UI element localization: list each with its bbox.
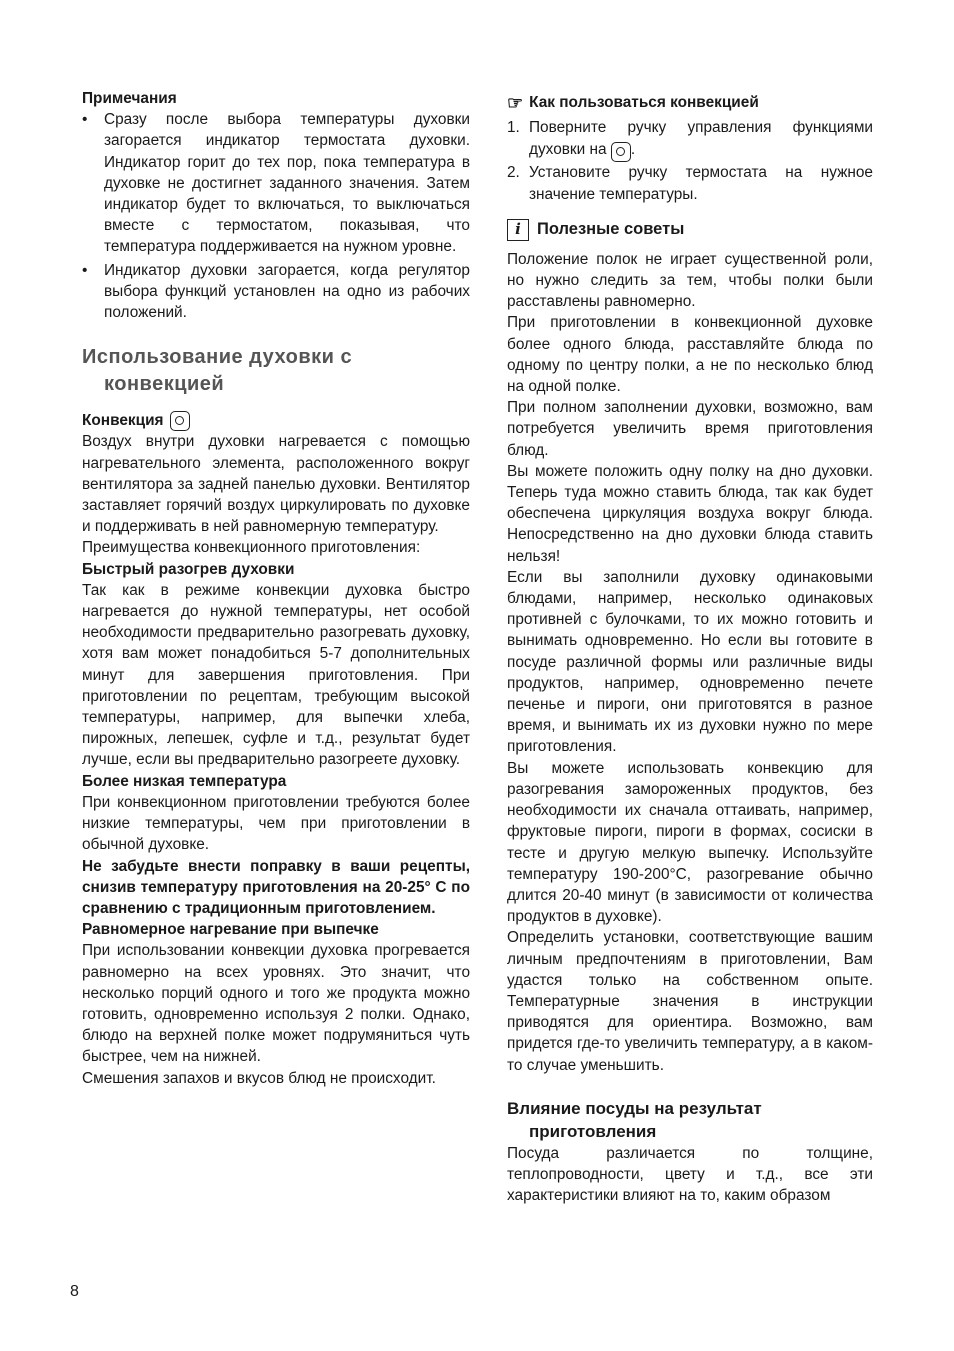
subheading-fast-preheat: Быстрый разогрев духовки [82, 560, 295, 578]
list-item: 1. Поверните ручку управления функциями духовки на . [507, 117, 873, 162]
paragraph: Посуда различается по толщине, теплопроводности, цвету и т.д., все эти характеристики влияют на то, каким образом [507, 1144, 873, 1205]
howto-heading: ☞ Как пользоваться конвекцией [507, 92, 759, 113]
paragraph: При полном заполнении духовки, возможно, вам потребуется увеличить время приготовления блюд. [507, 399, 873, 459]
steps-list [507, 117, 873, 205]
convection-heading: Конвекция [82, 410, 470, 431]
notes-heading: Примечания [82, 90, 177, 107]
emphasis-note: Не забудьте внести поправку в ваши рецепты, снизив температуру приготовления на 20-25° С по сравнению с традиционным приготовлением. [82, 857, 470, 917]
bullet: • [82, 261, 88, 279]
right-column [507, 92, 873, 1206]
section-title: Использование духовки с конвекцией [82, 346, 353, 396]
paragraph: Так как в режиме конвекции духовка быстро нагревается до нужной температуры, нет особой необходимости предварительно разогревать духовку, хотя вам может понадобиться 5-7 дополнительных минут для завершения приготовления. При приготовлении по рецептам, требующим высокой температуры, например, для выпечки хлеба, пирожных, лепешек, суфле и т.д., результат будет лучше, если вы предварительно разогреете духовку. [82, 581, 470, 769]
paragraph: Воздух внутри духовки нагревается с помощью нагревательного элемента, расположенного вокруг вентилятора за задней панелью духовки. Вентилятор заставляет горячий воздух циркулировать по духовке и поддерживать в ней равномерную температуру. [82, 433, 470, 536]
pointing-hand-icon: ☞ [507, 92, 524, 113]
paragraph: При использовании конвекции духовка прогревается равномерно на всех уровнях. Это значит, что несколько порций одного и того же продукта можно готовить, одновременно используя 2 полки. Однако, блюдо на верхней полке может подрумяниться чуть быстрее, чем на нижней. [82, 942, 470, 1066]
page-number: 8 [70, 1283, 79, 1300]
convection-fan-icon [170, 411, 190, 431]
paragraph: При конвекционном приготовлении требуются более низкие температуры, чем при приготовлении в обычной духовке. [82, 793, 470, 854]
paragraph: При приготовлении в конвекционной духовке более одного блюда, расставляйте блюда по одному по центру полки, а не по несколько блюд на одной полке. [507, 314, 873, 396]
notes-list [82, 109, 470, 323]
paragraph: Определить установки, соответствующие вашим личным предпочтениям в приготовлении, Вам удастся только на собственном опыте. Температурные значения в инструкции приводятся для ориентира. Возможно, вам придется где-то увеличить температуру, а в каком-то случае уменьшить. [507, 929, 873, 1074]
paragraph: Вы можете положить одну полку на дно духовки. Теперь туда можно ставить блюда, так как будет обеспечена циркуляция воздуха вокруг блюда. Непосредственно на дно духовки блюда ставить нельзя! [507, 462, 873, 565]
paragraph: Если вы заполнили духовку одинаковыми блюдами, например, несколько одинаковых противней с булочками, то их можно готовить и вынимать одновременно. Но если вы готовите в посуде различной формы или различные виды продуктов, например, одновременно печете печенье и пироги, они приготовятся в разное время, и вынимать их из духовки нужно по мере приготовления. [507, 568, 873, 756]
paragraph: Преимущества конвекционного приготовления: [82, 539, 421, 557]
paragraph: Вы можете использовать конвекцию для разогревания замороженных продуктов, без необходимости их сначала оттаивать, например, фруктовые пироги, пироги в формах, сосиски в тесте и другую мелкую выпечку. Используйте температуру 190-200°C, разогревание обычно длится 20-40 минут (в зависимости от количества продуктов в духовке). [507, 759, 873, 926]
subheading-even-heating: Равномерное нагревание при выпечке [82, 921, 379, 939]
tips-heading: i Полезные советы [507, 219, 873, 241]
info-icon: i [507, 219, 529, 241]
left-column [82, 88, 470, 1089]
paragraph: Смешения запахов и вкусов блюд не происходит. [82, 1069, 436, 1087]
list-item: 2. Установите ручку термостата на нужное значение температуры. [507, 164, 873, 203]
convection-fan-icon [611, 142, 631, 162]
subheading-lower-temp: Более низкая температура [82, 772, 287, 790]
list-item: • Индикатор духовки загорается, когда регулятор выбора функций установлен на одно из рабочих положений. [82, 261, 470, 322]
paragraph: Положение полок не играет существенной роли, но нужно следить за тем, чтобы полки были расставлены равномерно. [507, 250, 873, 311]
section-title-cookware: Влияние посуды на результат приготовления [507, 1098, 762, 1141]
bullet: • [82, 111, 88, 129]
list-item: • Сразу после выбора температуры духовки загорается индикатор термостата духовки. Индикатор горит до тех пор, пока температура в духовке не достигнет заданного значения. Затем индикатор будет то включаться, то выключаться вместе с термостатом, показывая, что температура поддерживается на нужном уровне. [82, 111, 470, 256]
